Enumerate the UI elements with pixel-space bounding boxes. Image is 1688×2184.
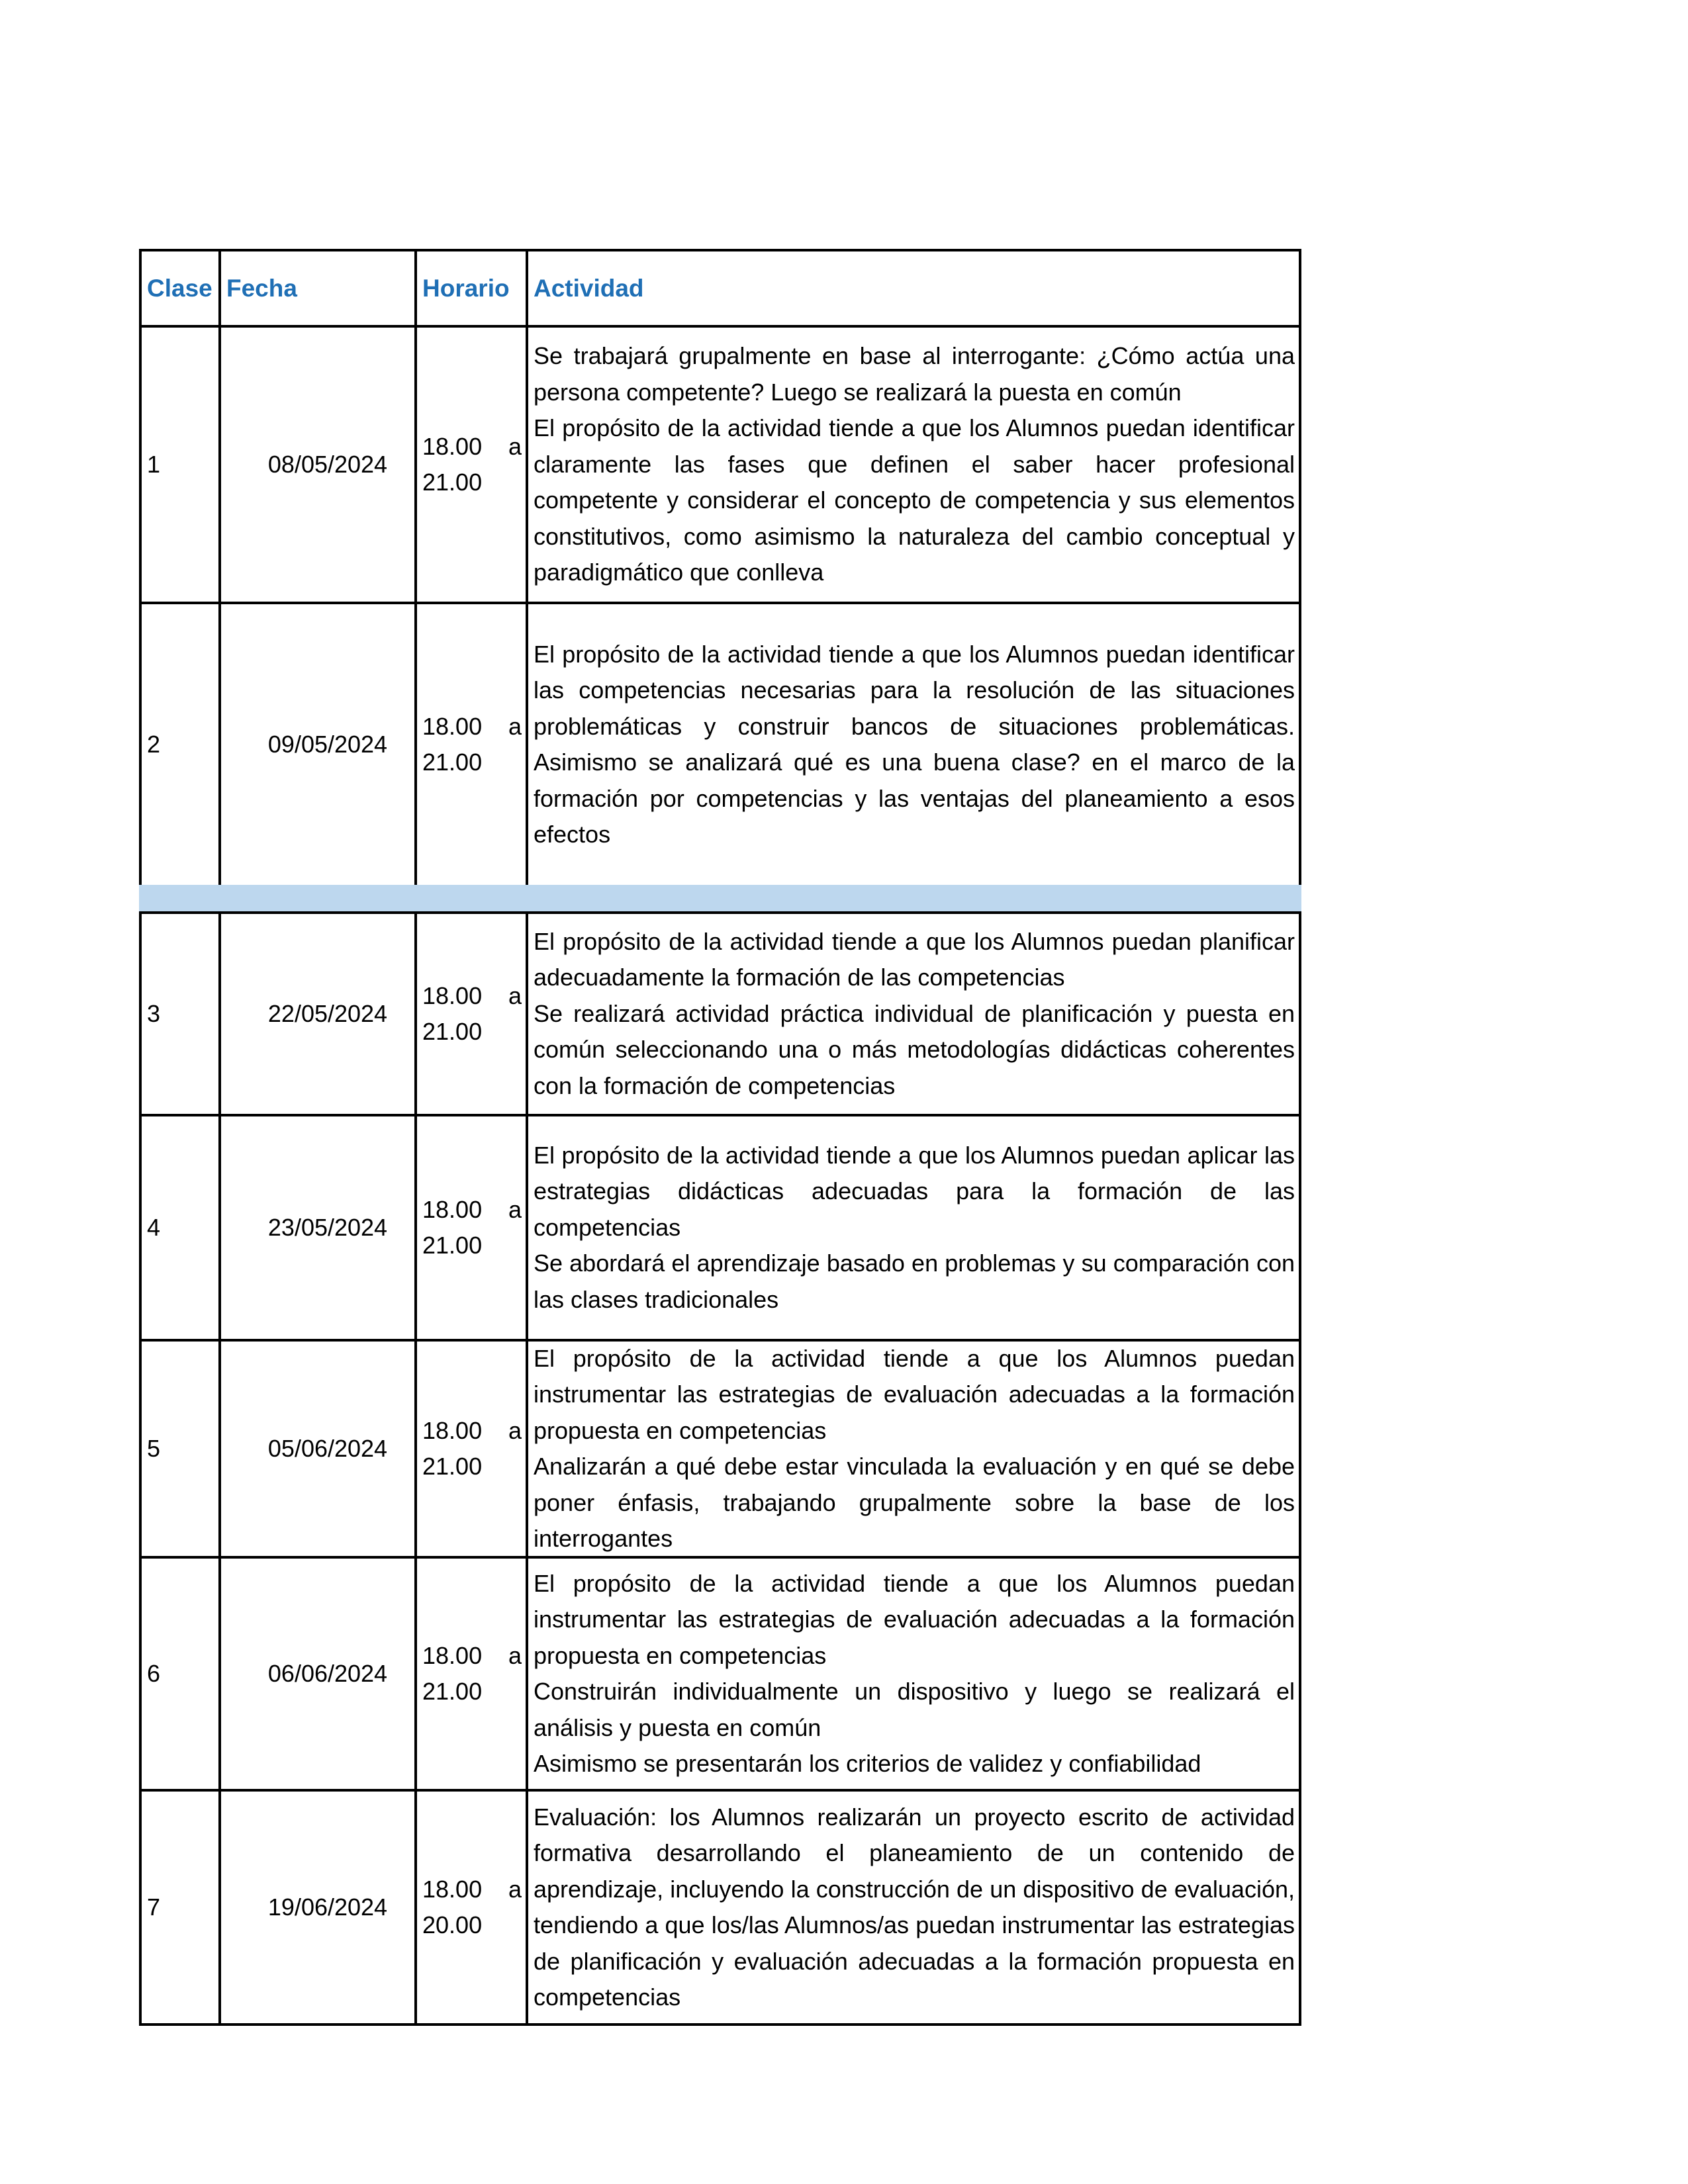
section-separator	[139, 885, 1301, 911]
row-clase: 3	[142, 914, 221, 1114]
hora-inicio: 18.00	[422, 1875, 483, 1903]
row-fecha: 19/06/2024	[221, 1792, 417, 2023]
hora-inicio: 18.00	[422, 1416, 483, 1444]
row-horario	[417, 1116, 528, 1339]
row-actividad	[528, 1342, 1299, 1556]
hora-inicio: 18.00	[422, 981, 483, 1009]
actividad-text: El propósito de la actividad tiende a que los Alumnos puedan planificar adecuadamente la formación de las competencias Se realizará actividad práctica individual de planificación y puesta en común seleccionando una o más metodologías didácticas coherentes con la formación de competencias	[534, 927, 1295, 1099]
table-block-1	[139, 249, 1301, 887]
hora-fin: 21.00	[422, 469, 483, 496]
row-fecha: 05/06/2024	[221, 1342, 417, 1556]
hora-fin: 21.00	[422, 1232, 483, 1259]
row-horario	[417, 328, 528, 602]
row-fecha: 23/05/2024	[221, 1116, 417, 1339]
hora-conector: a	[508, 981, 522, 1009]
hora-fin: 21.00	[422, 749, 483, 776]
row-fecha: 22/05/2024	[221, 914, 417, 1114]
hora-fin: 21.00	[422, 1678, 483, 1705]
row-clase: 7	[142, 1792, 221, 2023]
row-actividad	[528, 1116, 1299, 1339]
hora-conector: a	[508, 712, 522, 740]
table-row	[142, 1116, 1299, 1342]
table-row	[142, 1559, 1299, 1792]
actividad-text: Evaluación: los Alumnos realizarán un proyecto escrito de actividad formativa desarrollando el planeamiento de un contenido de aprendizaje, incluyendo la construcción de un dispositivo de evaluación, tendiendo a que los/las Alumnos/as puedan instrumentar las estrategias de planificación y evaluación adecuadas a la formación propuesta en competencias	[534, 1803, 1295, 2011]
actividad-text: El propósito de la actividad tiende a que los Alumnos puedan instrumentar las estrategias de evaluación adecuadas a la formación propuesta en competencias Construirán individualmente un dispositivo y luego se realizará el análisis y puesta en común Asimismo se presentarán los criterios de validez y confiabilidad	[534, 1569, 1295, 1777]
row-fecha: 06/06/2024	[221, 1559, 417, 1789]
row-actividad	[528, 1792, 1299, 2023]
actividad-text: Se trabajará grupalmente en base al interrogante: ¿Cómo actúa una persona competente? Luego se realizará la puesta en común El propósito de la actividad tiende a que los Alumnos puedan identificar claramente las fases que definen el saber hacer profesional competente y considerar el concepto de competencia y sus elementos constitutivos, como asimismo la naturaleza del cambio conceptual y paradigmático que conlleva	[534, 342, 1295, 586]
table-block-2	[139, 911, 1301, 2026]
header-clase: Clase	[142, 251, 221, 325]
header-fecha: Fecha	[221, 251, 417, 325]
schedule-table	[139, 249, 1301, 2026]
row-clase: 1	[142, 328, 221, 602]
row-clase: 5	[142, 1342, 221, 1556]
row-actividad	[528, 328, 1299, 602]
hora-conector: a	[508, 432, 522, 460]
hora-fin: 21.00	[422, 1018, 483, 1045]
hora-inicio: 18.00	[422, 432, 483, 460]
table-row	[142, 1792, 1299, 2023]
hora-fin: 20.00	[422, 1911, 483, 1938]
row-actividad	[528, 914, 1299, 1114]
row-horario	[417, 604, 528, 885]
table-row	[142, 604, 1299, 885]
table-row	[142, 1342, 1299, 1559]
row-horario	[417, 1559, 528, 1789]
row-actividad	[528, 604, 1299, 885]
row-clase: 2	[142, 604, 221, 885]
actividad-text: El propósito de la actividad tiende a que los Alumnos puedan instrumentar las estrategias de evaluación adecuadas a la formación propuesta en competencias Analizarán a qué debe estar vinculada la evaluación y en qué se debe poner énfasis, trabajando grupalmente sobre la base de los interrogantes	[534, 1344, 1295, 1552]
table-row	[142, 914, 1299, 1116]
table-header-row	[142, 251, 1299, 328]
hora-conector: a	[508, 1416, 522, 1444]
row-clase: 6	[142, 1559, 221, 1789]
hora-inicio: 18.00	[422, 712, 483, 740]
row-horario	[417, 1792, 528, 2023]
hora-conector: a	[508, 1195, 522, 1223]
row-clase: 4	[142, 1116, 221, 1339]
hora-inicio: 18.00	[422, 1641, 483, 1669]
actividad-text: El propósito de la actividad tiende a que los Alumnos puedan identificar las competencias necesarias para la resolución de las situaciones problemáticas y construir bancos de situaciones problemáticas. Asimismo se analizará qué es una buena clase? en el marco de la formación por competencias y las ventajas del planeamiento a esos efectos	[534, 640, 1295, 848]
row-horario	[417, 914, 528, 1114]
row-actividad	[528, 1559, 1299, 1789]
hora-fin: 21.00	[422, 1453, 483, 1480]
row-fecha: 09/05/2024	[221, 604, 417, 885]
hora-conector: a	[508, 1641, 522, 1669]
header-actividad: Actividad	[534, 275, 644, 302]
row-fecha: 08/05/2024	[221, 328, 417, 602]
table-row	[142, 328, 1299, 604]
hora-conector: a	[508, 1875, 522, 1903]
header-horario: Horario	[417, 251, 528, 325]
actividad-text: El propósito de la actividad tiende a que los Alumnos puedan aplicar las estrategias didácticas adecuadas para la formación de las competencias Se abordará el aprendizaje basado en problemas y su comparación con las clases tradicionales	[534, 1141, 1295, 1313]
row-horario	[417, 1342, 528, 1556]
hora-inicio: 18.00	[422, 1195, 483, 1223]
